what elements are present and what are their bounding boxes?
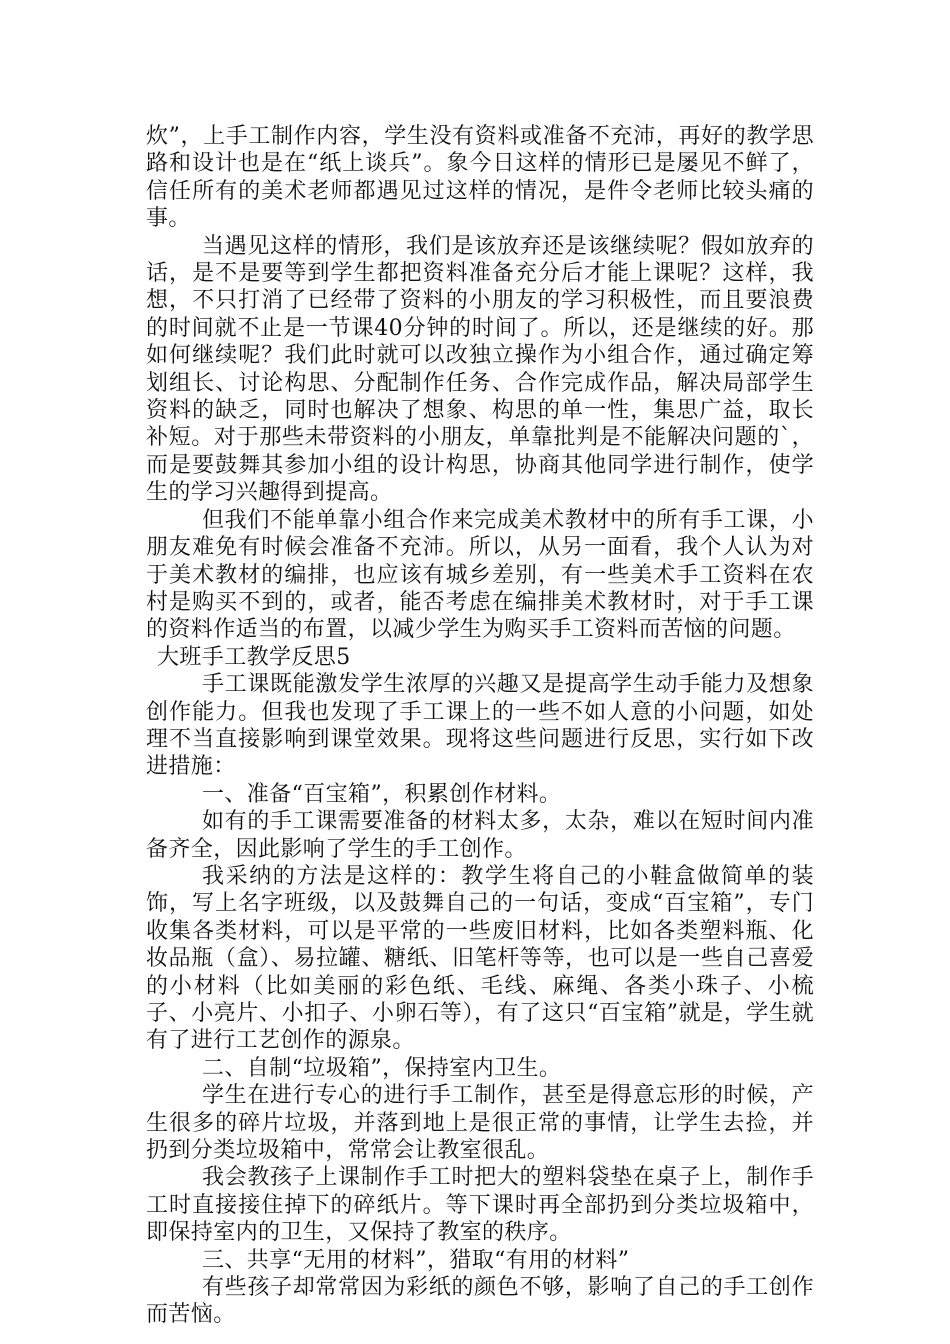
paragraph-continuation: 炊”，上手工制作内容，学生没有资料或准备不充沛，再好的教学思路和设计也是在“纸上谈兵”。象今日这样的情形已是屡见不鲜了，信任所有的美术老师都遇见过这样的情况，是件令老师比较头痛的事。 — [146, 124, 814, 232]
paragraph-continue-or-give-up: 当遇见这样的情形，我们是该放弃还是该继续呢？假如放弃的话，是不是要等到学生都把资料准备充分后才能上课呢？这样，我想，不只打消了已经带了资料的小朋友的学习积极性，而且要浪费的时间就不止是一节课40分钟的时间了。所以，还是继续的好。那如何继续呢？我们此时就可以改独立操作为小组合作，通过确定筹划组长、讨论构思、分配制作任务、合作完成作品，解决局部学生资料的缺乏，同时也解决了想象、构思的单一性，集思广益，取长补短。对于那些未带资料的小朋友，单靠批判是不能解决问题的`，而是要鼓舞其参加小组的设计构思，协商其他同学进行制作，使学生的学习兴趣得到提高。 — [146, 233, 814, 506]
subheading-share-materials: 三、共享“无用的材料”，猎取“有用的材料” — [202, 1247, 630, 1273]
paragraph-colored-paper: 有些孩子却常常因为彩纸的颜色不够，影响了自己的手工创作而苦恼。 — [146, 1275, 814, 1328]
paragraph-trash-method: 我会教孩子上课制作手工时把大的塑料袋垫在桌子上，制作手工时直接接住掉下的碎纸片。等下课时再全部扔到分类垃圾箱中，即保持室内的卫生，又保持了教室的秩序。 — [146, 1165, 814, 1246]
paragraph-materials-problem: 如有的手工课需要准备的材料太多，太杂，难以在短时间内准备齐全，因此影响了学生的手工创作。 — [146, 809, 814, 862]
subheading-trash-box: 二、自制“垃圾箱”，保持室内卫生。 — [202, 1055, 562, 1081]
document-body — [146, 123, 814, 1329]
paragraph-treasure-box-method: 我采纳的方法是这样的：教学生将自己的小鞋盒做简单的装饰，写上名字班级，以及鼓舞自己的一句话，变成“百宝箱”，专门收集各类材料，可以是平常的一些废旧材料，比如各类塑料瓶、化妆品瓶（盒）、易拉罐、糖纸、旧笔杆等等，也可以是一些自己喜爱的小材料（比如美丽的彩色纸、毛线、麻绳、各类小珠子、小梳子、小亮片、小扣子、小卵石等），有了这只“百宝箱”就是，学生就有了进行工艺创作的源泉。 — [146, 863, 814, 1054]
section-heading: 大班手工教学反思5 — [157, 644, 351, 670]
subheading-treasure-box: 一、准备“百宝箱”，积累创作材料。 — [202, 781, 562, 807]
paragraph-trash-problem: 学生在进行专心的进行手工制作，甚至是得意忘形的时候，产生很多的碎片垃圾，并落到地上是很正常的事情，让学生去捡，并扔到分类垃圾箱中，常常会让教室很乱。 — [146, 1083, 814, 1164]
paragraph-introduction: 手工课既能激发学生浓厚的兴趣又是提高学生动手能力及想象创作能力。但我也发现了手工课上的一些不如人意的小问题，如处理不当直接影响到课堂效果。现将这些问题进行反思，实行如下改进措施： — [146, 672, 814, 780]
paragraph-group-cooperation: 但我们不能单靠小组合作来完成美术教材中的所有手工课，小朋友难免有时候会准备不充沛。所以，从另一面看，我个人认为对于美术教材的编排，也应该有城乡差别，有一些美术手工资料在农村是购买不到的，或者，能否考虑在编排美术教材时，对于手工课的资料作适当的布置，以减少学生为购买手工资料而苦恼的问题。 — [146, 507, 814, 643]
